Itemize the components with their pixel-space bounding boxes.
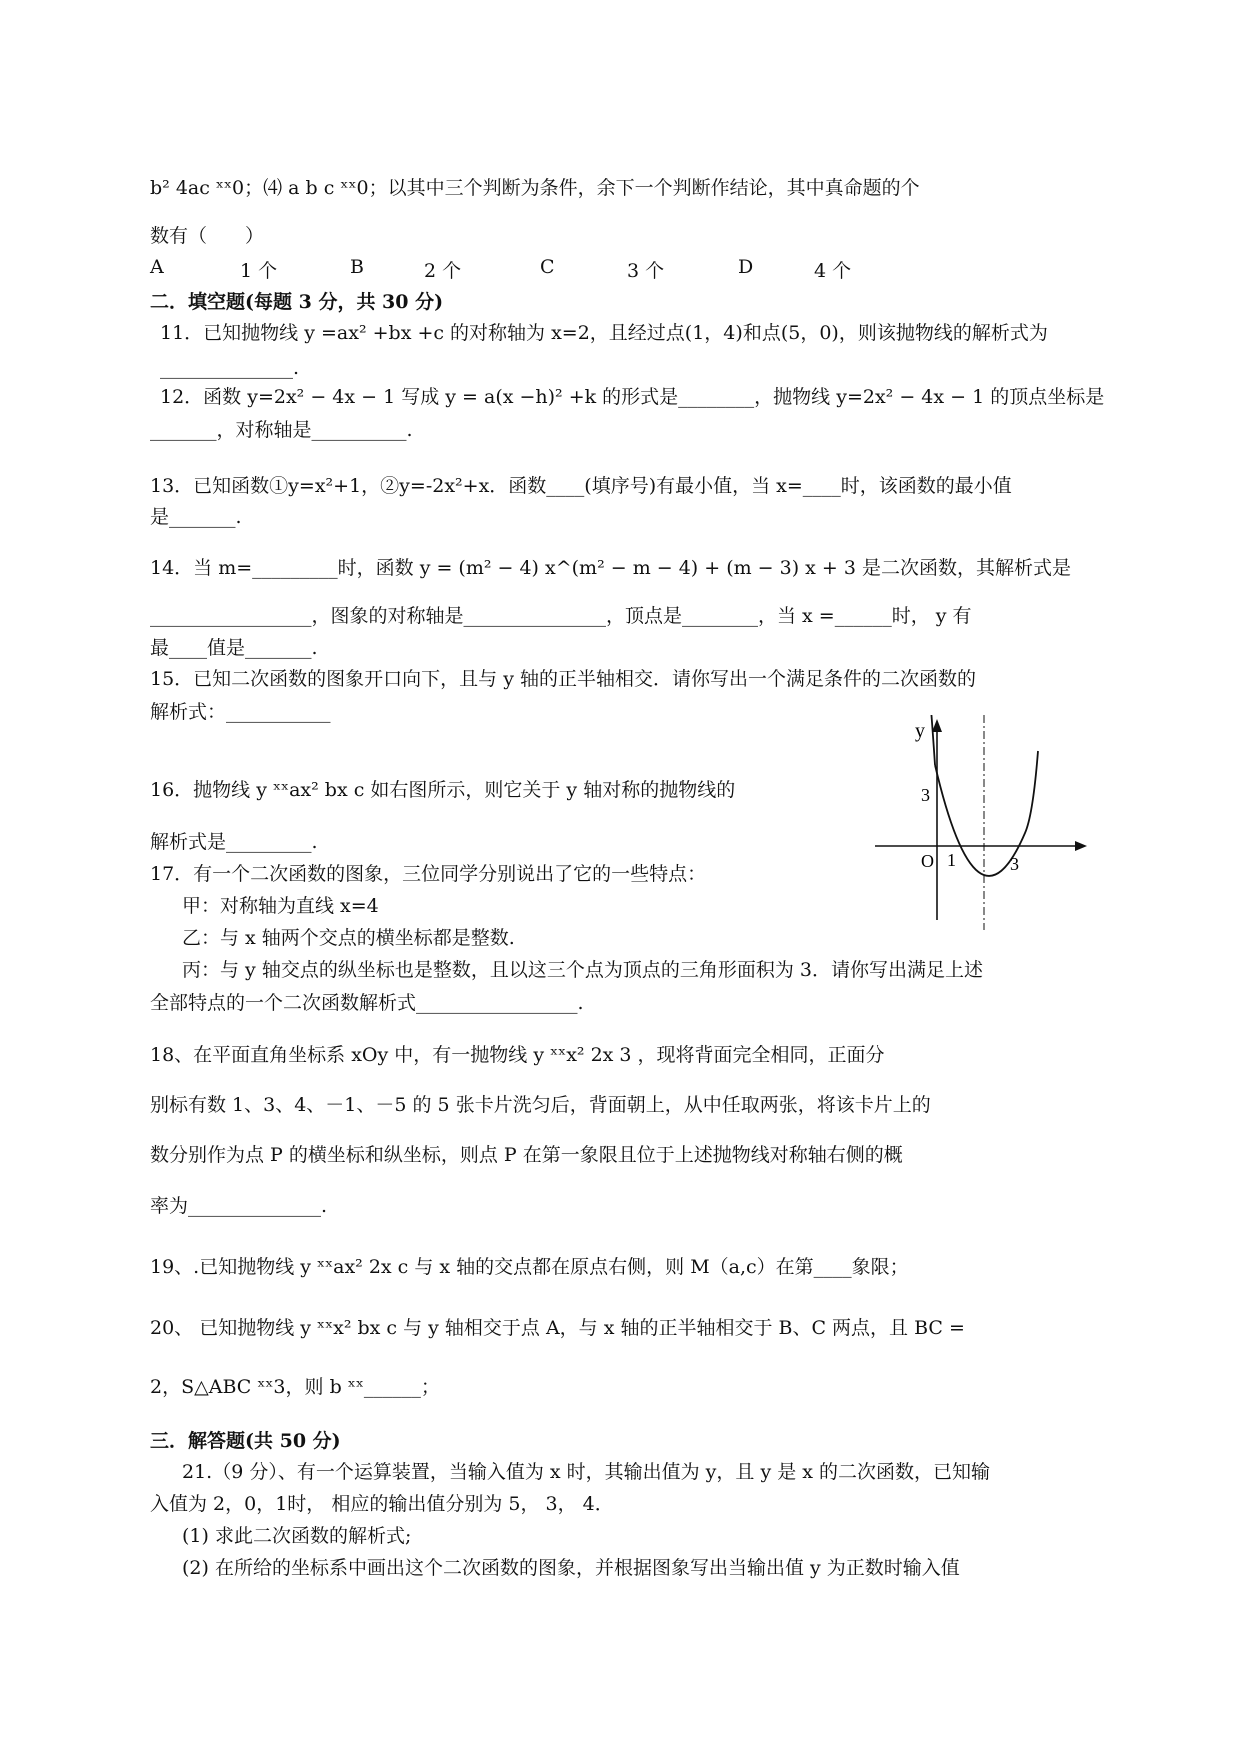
line-s3: 三．解答题(共 50 分) — [150, 1430, 341, 1452]
option-oa1: 1 个 — [240, 260, 278, 282]
line-q21d: (2) 在所给的坐标系中画出这个二次函数的图象，并根据图象写出当输出值 y 为正数时输入值 — [182, 1557, 960, 1579]
line-q12b: _______，对称轴是__________. — [150, 419, 413, 441]
line-q14c: 最____值是_______. — [150, 637, 318, 659]
line-q17e: 全部特点的一个二次函数解析式_________________. — [150, 992, 584, 1014]
line-q12a: 12．函数 y=2x² − 4x − 1 写成 y = a(x −h)² +k 的形式是________，抛物线 y=2x² − 4x − 1 的顶点坐标是 — [160, 386, 1105, 408]
parabola-left-tail — [931, 715, 935, 765]
line-q15b: 解析式：___________ — [150, 701, 331, 723]
line-q20a: 20、 已知抛物线 y ˣˣx² bx c 与 y 轴相交于点 A，与 x 轴的正半轴相交于 B、C 两点，且 BC = — [150, 1317, 965, 1339]
option-oc: C — [540, 256, 555, 278]
option-od: D — [738, 256, 754, 278]
line-s2: 二．填空题(每题 3 分，共 30 分) — [150, 291, 444, 313]
line-q11b: ______________. — [160, 357, 300, 379]
line-q21c: (1) 求此二次函数的解析式; — [182, 1525, 412, 1547]
line-l1: b² 4ac ˣˣ0；⑷ a b c ˣˣ0；以其中三个判断为条件，余下一个判断作结论，其中真命题的个 — [150, 177, 920, 199]
parabola-figure — [875, 715, 1095, 935]
line-q17c: 乙：与 x 轴两个交点的横坐标都是整数. — [182, 927, 515, 949]
y-tick-3: 3 — [921, 785, 930, 805]
line-q14a: 14．当 m=_________时，函数 y = (m² − 4) x^(m² − m − 4) + (m − 3) x + 3 是二次函数，其解析式是 — [150, 557, 1072, 579]
line-q18c: 数分别作为点 P 的横坐标和纵坐标，则点 P 在第一象限且位于上述抛物线对称轴右侧的概 — [150, 1144, 903, 1166]
line-q17d: 丙：与 y 轴交点的纵坐标也是整数，且以这三个点为顶点的三角形面积为 3．请你写出满足上述 — [182, 959, 983, 981]
line-l2: 数有（ ） — [150, 225, 265, 247]
option-ob1: 2 个 — [424, 260, 462, 282]
line-q11a: 11．已知抛物线 y =ax² +bx +c 的对称轴为 x=2，且经过点(1，4)和点(5，0)，则该抛物线的解析式为 — [160, 322, 1048, 344]
y-axis-label: y — [915, 720, 925, 742]
line-q21a: 21.（9 分）、有一个运算装置，当输入值为 x 时，其输出值为 y，且 y 是 x 的二次函数，已知输 — [182, 1461, 991, 1483]
option-od1: 4 个 — [814, 260, 852, 282]
line-q17a: 17．有一个二次函数的图象，三位同学分别说出了它的一些特点： — [150, 863, 707, 885]
line-q16a: 16．抛物线 y ˣˣax² bx c 如右图所示，则它关于 y 轴对称的抛物线的 — [150, 779, 736, 801]
option-oc1: 3 个 — [627, 260, 665, 282]
line-q13a: 13．已知函数①y=x²+1，②y=-2x²+x．函数____(填序号)有最小值，当 x=____时，该函数的最小值 — [150, 475, 1012, 497]
x-tick-1: 1 — [947, 850, 956, 870]
x-tick-3: 3 — [1010, 854, 1019, 874]
line-q15a: 15．已知二次函数的图象开口向下，且与 y 轴的正半轴相交．请你写出一个满足条件的二次函数的 — [150, 668, 976, 690]
line-q18d: 率为______________. — [150, 1195, 328, 1217]
line-q19: 19、.已知抛物线 y ˣˣax² 2x c 与 x 轴的交点都在原点右侧，则 M（a,c）在第____象限； — [150, 1256, 909, 1278]
option-ob: B — [350, 256, 364, 278]
line-q18b: 别标有数 1、3、4、－1、－5 的 5 张卡片洗匀后，背面朝上，从中任取两张，将该卡片上的 — [150, 1094, 931, 1116]
y-axis-arrow — [932, 719, 942, 732]
origin-label: O — [921, 851, 934, 871]
option-oa: A — [150, 256, 164, 278]
line-q17b: 甲：对称轴为直线 x=4 — [182, 895, 379, 917]
line-q13b: 是_______. — [150, 506, 242, 528]
line-q16b: 解析式是_________. — [150, 831, 318, 853]
line-q14b: _________________，图象的对称轴是_______________，顶点是________，当 x =______时， y 有 — [150, 605, 972, 627]
x-axis-arrow — [1075, 841, 1087, 851]
line-q21b: 入值为 2，0，1时， 相应的输出值分别为 5， 3， 4． — [150, 1493, 614, 1515]
line-q20b: 2，S△ABC ˣˣ3，则 b ˣˣ______； — [150, 1376, 440, 1398]
line-q18a: 18、在平面直角坐标系 xOy 中，有一抛物线 y ˣˣx² 2x 3 ，现将背面完全相同，正面分 — [150, 1044, 885, 1066]
